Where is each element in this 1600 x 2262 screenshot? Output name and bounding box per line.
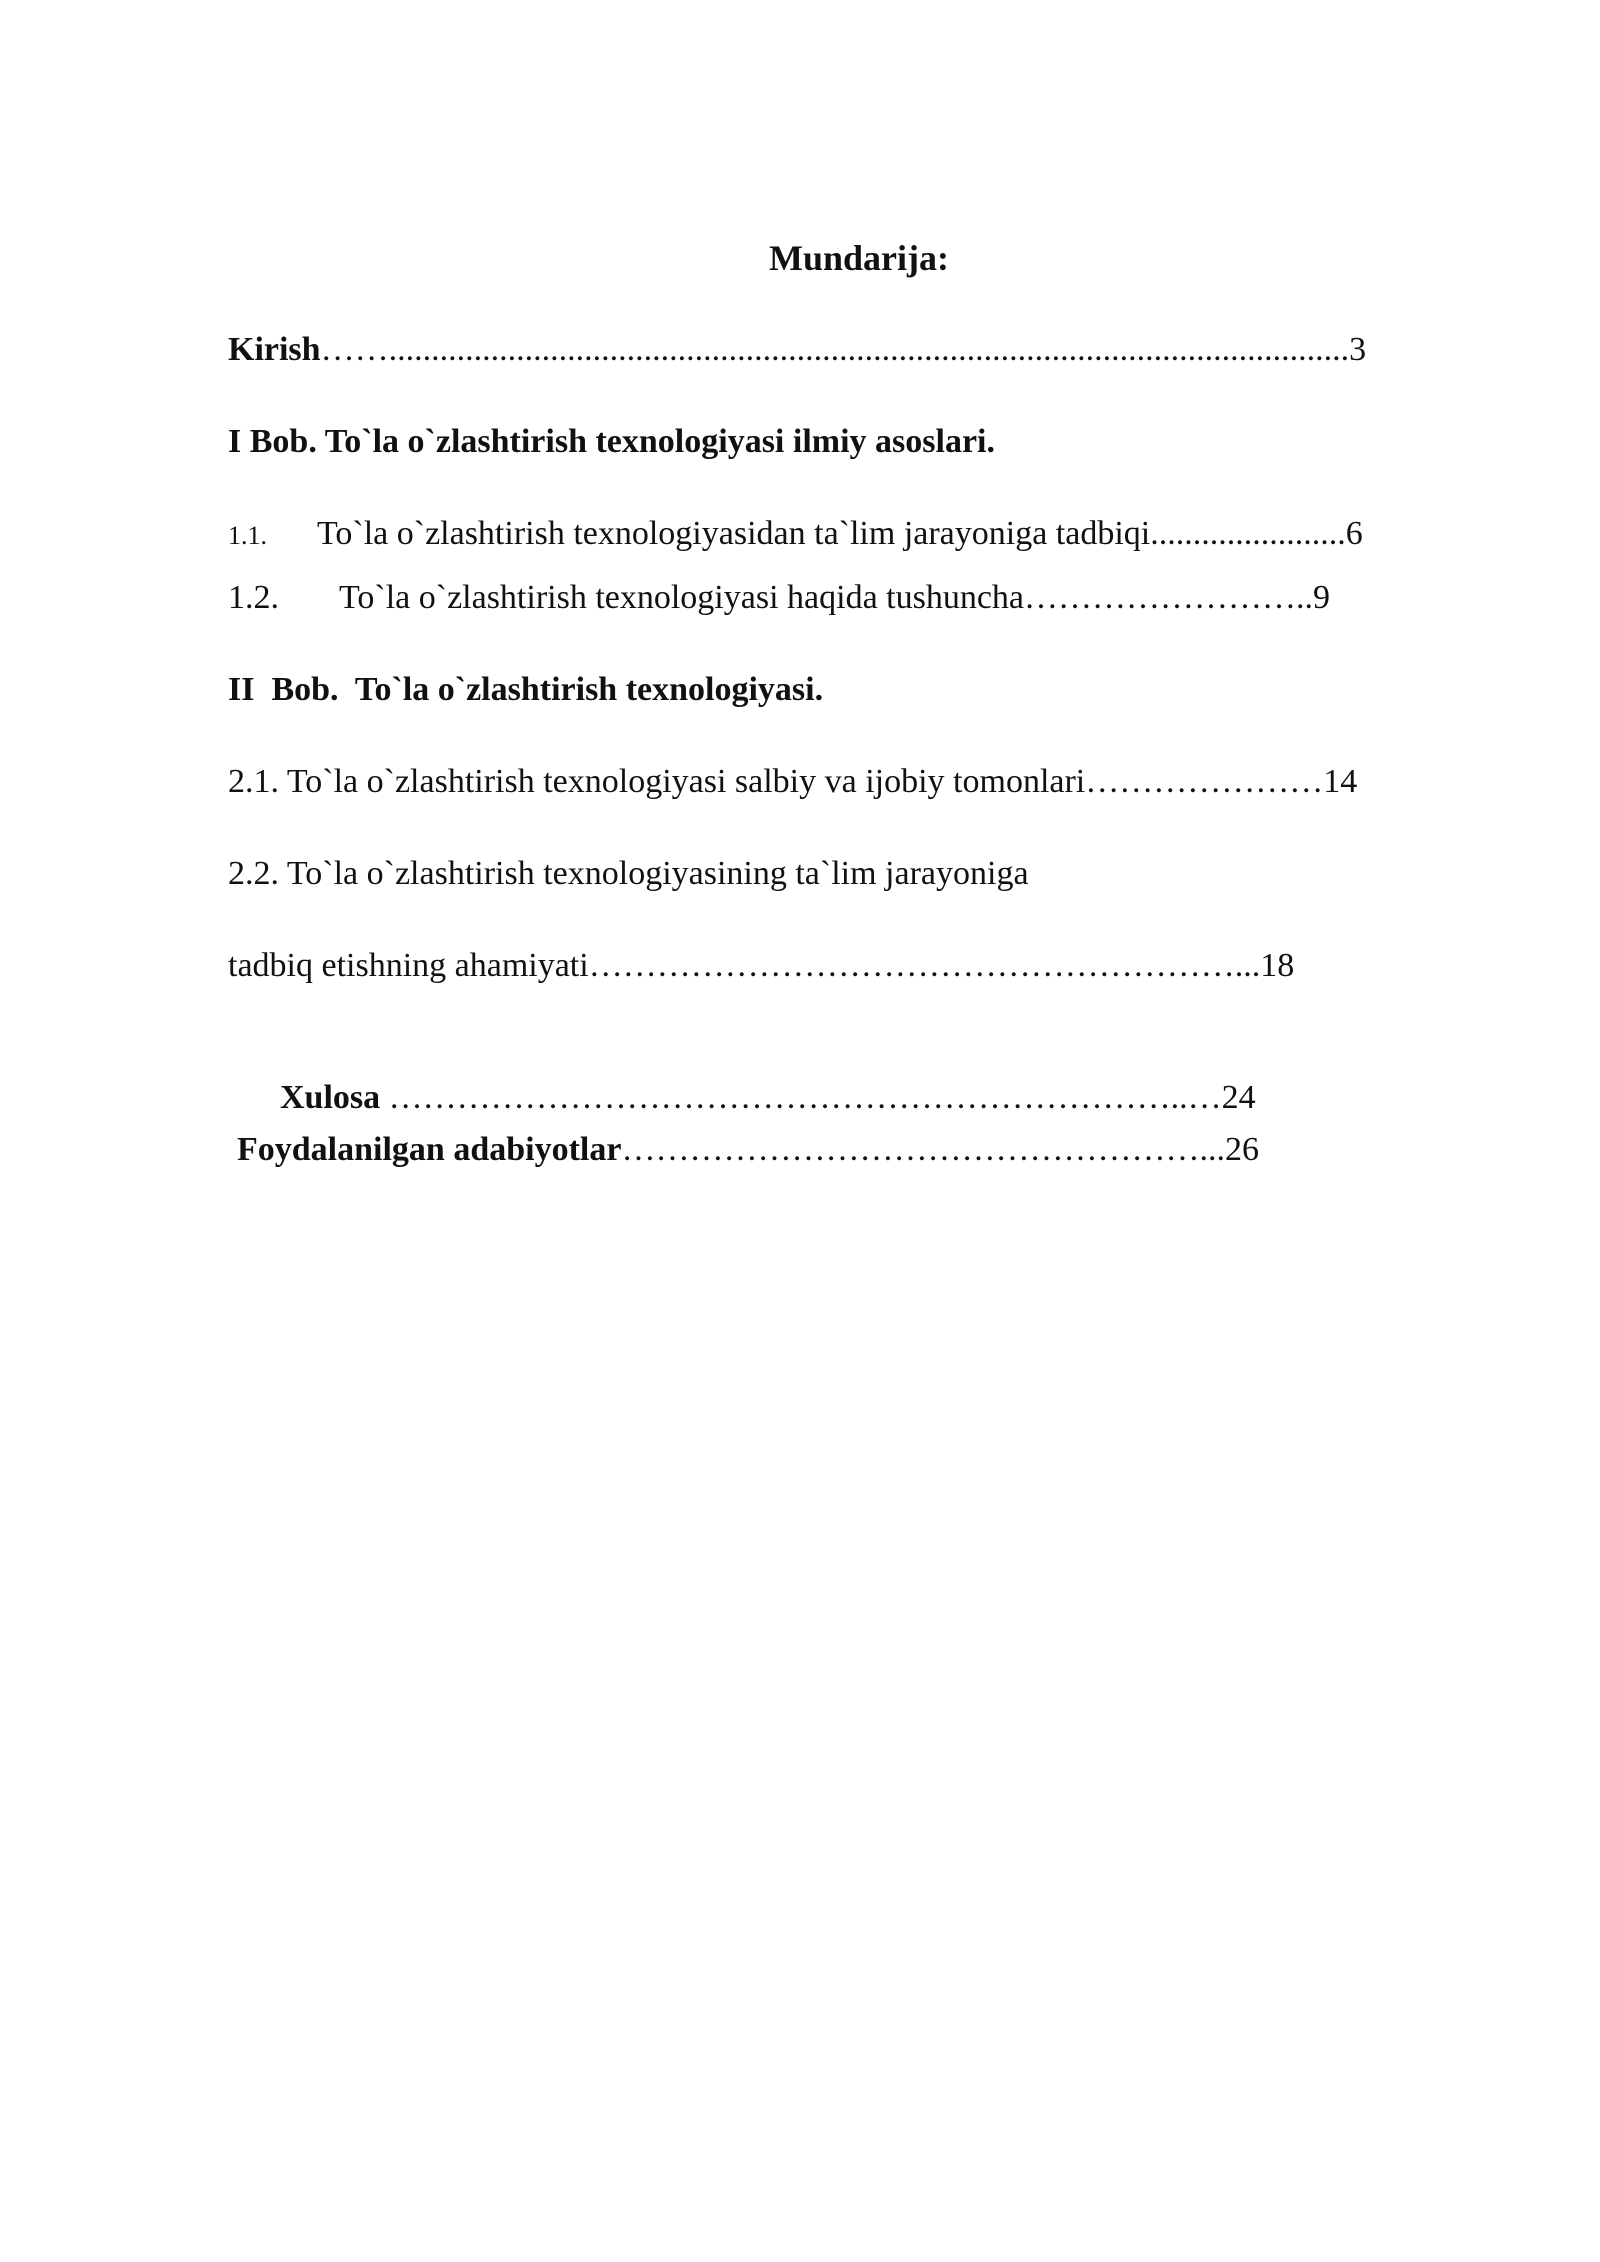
toc-references-page: 26 xyxy=(1224,1131,1259,1168)
toc-1-2-text: To`la o`zlashtirish texnologiyasi haqida tushuncha xyxy=(339,579,1025,616)
toc-entry-references xyxy=(237,1130,1259,1170)
toc-2-1-text: 2.1. To`la o`zlashtirish texnologiyasi salbiy va ijobiy tomonlari xyxy=(228,763,1086,800)
toc-conclusion-page: 24 xyxy=(1221,1079,1256,1116)
toc-1-1-page: 6 xyxy=(1345,515,1363,552)
toc-2-2-page: 18 xyxy=(1260,947,1295,984)
toc-entry-2-2-line2 xyxy=(228,946,1294,986)
toc-1-2-leader: …………………….. xyxy=(1024,579,1314,616)
toc-entry-1-1 xyxy=(228,514,1363,556)
toc-2-2-leader: …………………………………………………... xyxy=(588,947,1261,984)
toc-references-leader: ……………………………………………... xyxy=(621,1131,1225,1168)
toc-1-2-page: 9 xyxy=(1313,579,1331,616)
toc-1-2-number: 1.2. xyxy=(228,579,279,616)
toc-entry-1-2 xyxy=(228,578,1330,618)
toc-chapter-2: II Bob. To`la o`zlashtirish texnologiyasi. xyxy=(228,671,824,708)
toc-intro-leader: ……................................................................................................................. xyxy=(320,331,1350,368)
toc-conclusion-leader: ……………………………………………………………..… xyxy=(380,1079,1222,1116)
toc-1-1-text: To`la o`zlashtirish texnologiyasidan ta`lim jarayoniga tadbiqi xyxy=(317,515,1151,552)
page-title: Mundarija: xyxy=(769,238,949,278)
toc-1-1-number: 1.1. xyxy=(228,521,267,550)
toc-references-label: Foydalanilgan adabiyotlar xyxy=(237,1131,622,1168)
toc-1-1-leader: ....................... xyxy=(1150,515,1346,552)
toc-2-2-text: tadbiq etishning ahamiyati xyxy=(228,947,589,984)
toc-entry-2-1 xyxy=(228,762,1357,802)
toc-2-1-page: 14 xyxy=(1323,763,1358,800)
toc-entry-intro xyxy=(228,330,1366,370)
toc-intro-page: 3 xyxy=(1349,331,1367,368)
toc-2-1-leader: ………………… xyxy=(1085,763,1324,800)
toc-chapter-1: I Bob. To`la o`zlashtirish texnologiyasi ilmiy asoslari. xyxy=(228,423,995,460)
toc-intro-label: Kirish xyxy=(228,331,321,368)
toc-entry-2-2-line1: 2.2. To`la o`zlashtirish texnologiyasining ta`lim jarayoniga xyxy=(228,855,1029,892)
toc-conclusion-label: Xulosa xyxy=(280,1079,381,1116)
